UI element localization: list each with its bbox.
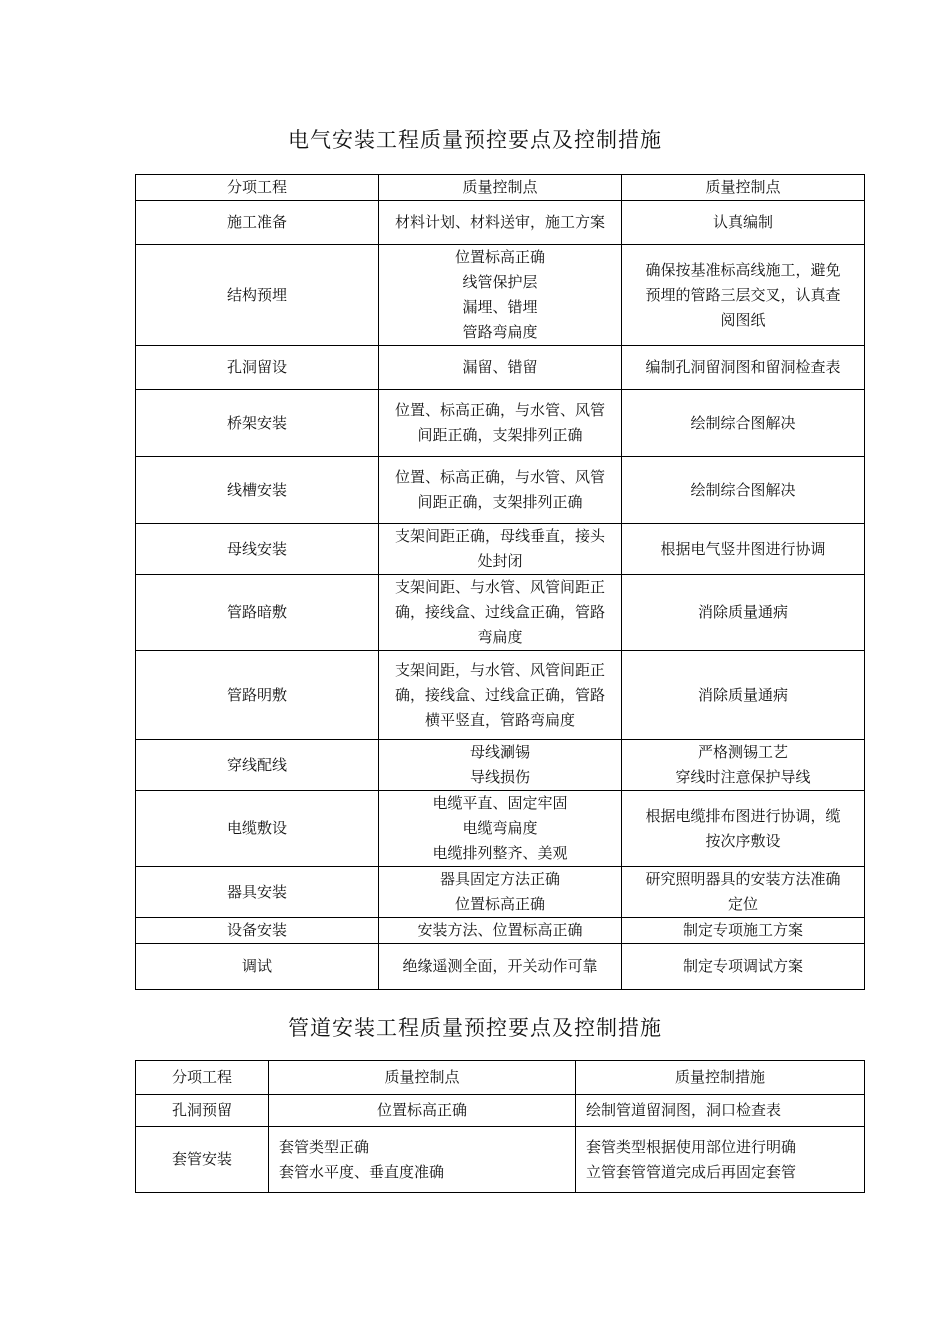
cell-line: 母线涮锡 — [469, 743, 530, 761]
control-measure-cell — [576, 1127, 865, 1193]
item-cell: 桥架安装 — [136, 390, 379, 457]
cell-line: 研究照明器具的安装方法准确 — [645, 870, 841, 888]
cell-line: 漏埋、错埋 — [462, 298, 538, 316]
header-cell: 质量控制点 — [622, 175, 865, 201]
table-row — [136, 1127, 865, 1193]
item-cell: 器具安装 — [136, 867, 379, 918]
cell-line: 根据电缆排布图进行协调，缆 — [645, 806, 841, 825]
header-cell: 分项工程 — [136, 175, 379, 201]
cell-line: 严格测锡工艺 — [697, 743, 788, 761]
cell-line: 支架间距、与水管、风管间距正 — [394, 578, 605, 596]
control-measure-cell — [622, 390, 865, 457]
table-row — [136, 201, 865, 245]
cell-line: 按次序敷设 — [705, 831, 781, 850]
control-measure-cell — [622, 524, 865, 575]
cell-line: 漏留、错留 — [462, 358, 538, 376]
cell-line: 确，接线盒、过线盒正确，管路 — [394, 685, 605, 704]
control-measure-cell — [622, 245, 865, 346]
control-point-cell — [379, 390, 622, 457]
cell-line: 位置标高正确 — [376, 1101, 467, 1119]
cell-line: 器具固定方法正确 — [439, 870, 560, 888]
cell-line: 间距正确，支架排列正确 — [417, 426, 583, 444]
cell-line: 套管类型根据使用部位进行明确 — [586, 1137, 797, 1156]
cell-line: 导线损伤 — [469, 768, 530, 786]
cell-line: 位置标高正确 — [454, 895, 545, 913]
cell-line: 位置、标高正确，与水管、风管 — [394, 468, 605, 486]
control-measure-cell — [622, 740, 865, 791]
cell-line: 弯扁度 — [477, 628, 523, 646]
control-measure-cell — [622, 918, 865, 944]
control-point-cell — [269, 1095, 576, 1127]
control-measure-cell — [622, 651, 865, 740]
header-cell: 质量控制点 — [379, 175, 622, 201]
control-measure-cell — [622, 457, 865, 524]
cell-line: 支架间距正确，母线垂直，接头 — [394, 527, 605, 545]
cell-line: 电缆排列整齐、美观 — [432, 844, 568, 862]
cell-line: 间距正确，支架排列正确 — [417, 493, 583, 511]
cell-line: 横平竖直，管路弯扁度 — [424, 710, 575, 729]
table-row — [136, 575, 865, 651]
pipeline-title: 管道安装工程质量预控要点及控制措施 — [288, 1016, 662, 1040]
table-row — [136, 346, 865, 390]
cell-line: 处封闭 — [477, 552, 523, 570]
table-row — [136, 245, 865, 346]
cell-line: 认真编制 — [712, 213, 773, 231]
cell-line: 阅图纸 — [720, 310, 766, 329]
control-point-cell — [379, 740, 622, 791]
item-cell: 结构预埋 — [136, 245, 379, 346]
cell-line: 立管套管管道完成后再固定套管 — [586, 1162, 797, 1181]
cell-line: 确，接线盒、过线盒正确，管路 — [394, 603, 605, 621]
cell-line: 确保按基准标高线施工，避免 — [645, 260, 841, 279]
control-point-cell — [379, 944, 622, 990]
electrical-table — [135, 174, 865, 990]
table-row — [136, 524, 865, 575]
cell-line: 管路弯扁度 — [462, 323, 538, 341]
cell-line: 穿线时注意保护导线 — [675, 768, 811, 786]
item-cell: 电缆敷设 — [136, 791, 379, 867]
pipeline-table — [135, 1060, 865, 1193]
cell-line: 电缆弯扁度 — [462, 819, 538, 837]
cell-line: 绝缘遥测全面，开关动作可靠 — [402, 957, 598, 975]
control-point-cell — [379, 346, 622, 390]
table-row — [136, 918, 865, 944]
control-measure-cell — [622, 791, 865, 867]
cell-line: 绘制综合图解决 — [690, 413, 796, 432]
electrical-title: 电气安装工程质量预控要点及控制措施 — [288, 128, 662, 152]
control-point-cell — [379, 201, 622, 245]
cell-line: 线管保护层 — [462, 273, 538, 291]
header-cell: 质量控制点 — [269, 1061, 576, 1095]
control-point-cell — [379, 457, 622, 524]
table-row — [136, 867, 865, 918]
header-cell: 质量控制措施 — [576, 1061, 865, 1095]
control-point-cell — [379, 918, 622, 944]
cell-line: 绘制管道留洞图，洞口检查表 — [586, 1101, 782, 1119]
cell-line: 材料计划、材料送审，施工方案 — [394, 213, 605, 231]
control-point-cell — [379, 575, 622, 651]
cell-line: 套管类型正确 — [279, 1137, 370, 1156]
cell-line: 制定专项调试方案 — [682, 957, 803, 975]
control-measure-cell — [622, 944, 865, 990]
control-point-cell — [379, 245, 622, 346]
table-row — [136, 390, 865, 457]
item-cell: 设备安装 — [136, 918, 379, 944]
header-row — [136, 175, 865, 201]
control-point-cell — [379, 651, 622, 740]
control-measure-cell — [622, 867, 865, 918]
table-row — [136, 944, 865, 990]
header-cell: 分项工程 — [136, 1061, 269, 1095]
cell-line: 支架间距，与水管、风管间距正 — [394, 660, 605, 679]
item-cell: 管路明敷 — [136, 651, 379, 740]
control-point-cell — [379, 867, 622, 918]
table-row — [136, 740, 865, 791]
cell-line: 消除质量通病 — [697, 685, 788, 704]
header-row — [136, 1061, 865, 1095]
item-cell: 调试 — [136, 944, 379, 990]
control-point-cell — [379, 524, 622, 575]
item-cell: 管路暗敷 — [136, 575, 379, 651]
item-cell: 套管安装 — [136, 1127, 269, 1193]
control-point-cell — [379, 791, 622, 867]
cell-line: 根据电气竖井图进行协调 — [660, 539, 826, 558]
item-cell: 施工准备 — [136, 201, 379, 245]
cell-line: 消除质量通病 — [697, 603, 788, 621]
cell-line: 套管水平度、垂直度准确 — [279, 1162, 445, 1181]
table-row — [136, 791, 865, 867]
cell-line: 制定专项施工方案 — [682, 921, 803, 939]
item-cell: 母线安装 — [136, 524, 379, 575]
cell-line: 编制孔洞留洞图和留洞检查表 — [645, 358, 841, 376]
control-measure-cell — [576, 1095, 865, 1127]
item-cell: 孔洞留设 — [136, 346, 379, 390]
table-row — [136, 651, 865, 740]
cell-line: 位置、标高正确，与水管、风管 — [394, 401, 605, 419]
cell-line: 定位 — [727, 895, 758, 913]
control-point-cell — [269, 1127, 576, 1193]
cell-line: 预埋的管路三层交叉，认真查 — [645, 285, 841, 304]
item-cell: 孔洞预留 — [136, 1095, 269, 1127]
cell-line: 电缆平直、固定牢固 — [432, 794, 568, 812]
item-cell: 线槽安装 — [136, 457, 379, 524]
cell-line: 绘制综合图解决 — [690, 480, 796, 499]
cell-line: 安装方法、位置标高正确 — [417, 921, 583, 939]
item-cell: 穿线配线 — [136, 740, 379, 791]
control-measure-cell — [622, 201, 865, 245]
control-measure-cell — [622, 346, 865, 390]
table-row — [136, 457, 865, 524]
cell-line: 位置标高正确 — [454, 248, 545, 266]
control-measure-cell — [622, 575, 865, 651]
table-row — [136, 1095, 865, 1127]
